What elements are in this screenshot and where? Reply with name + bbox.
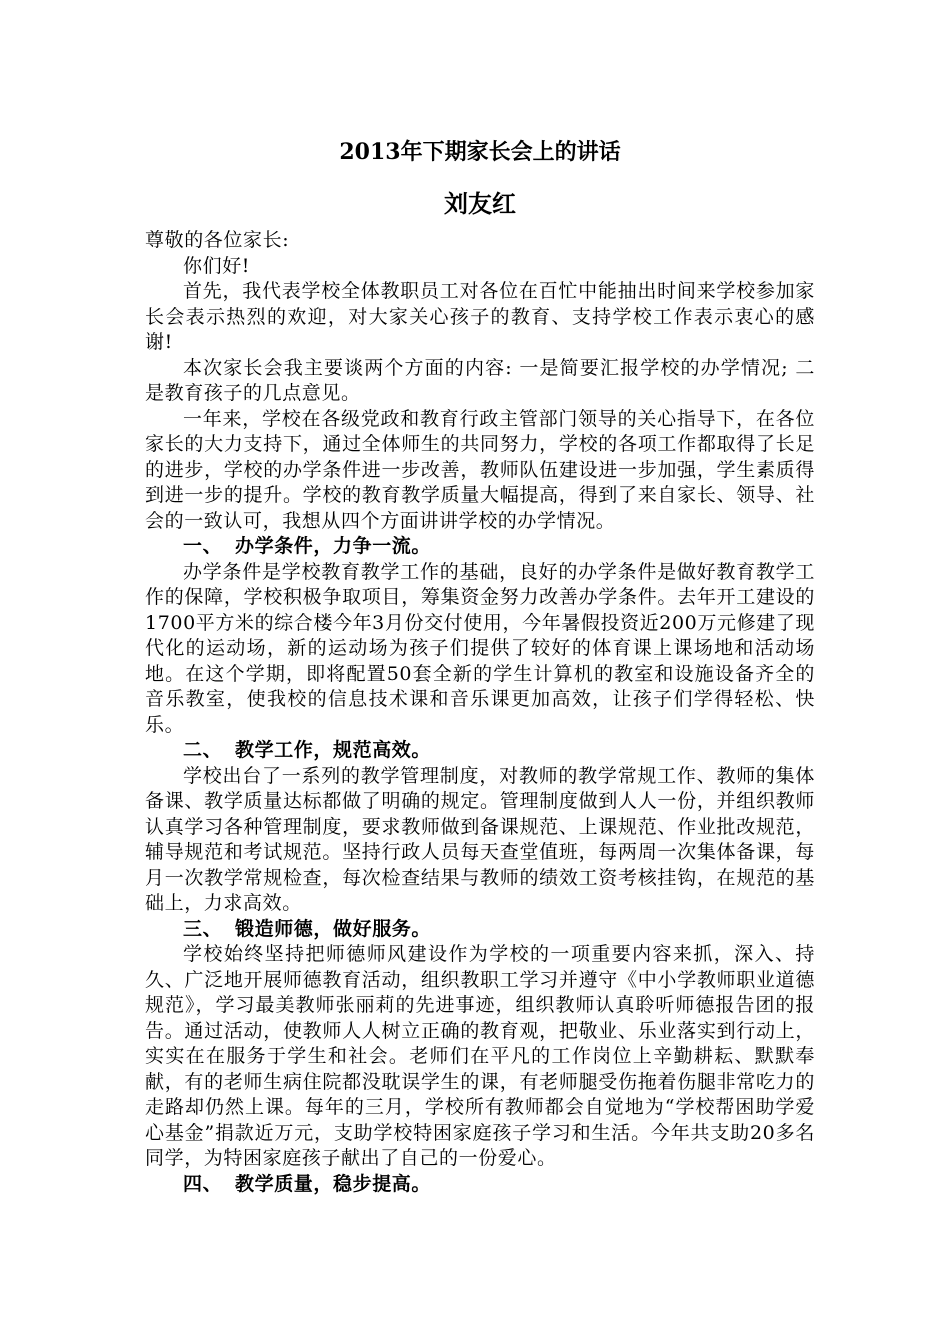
section-heading-3 — [145, 917, 815, 943]
author-name: 刘友红 — [444, 189, 516, 218]
paragraph: 本次家长会我主要谈两个方面的内容: 一是简要汇报学校的办学情况; 二是教育孩子的几点意见。 — [145, 356, 815, 404]
section-title: 办学条件，力争一流。 — [235, 535, 432, 557]
section-heading-4 — [145, 1172, 815, 1198]
paragraph: 办学条件是学校教育教学工作的基础，良好的办学条件是做好教育教学工作的保障，学校积极争取项目，筹集资金努力改善办学条件。去年开工建设的1700平方米的综合楼今年3月份交付使用，今年暑假投资近200万元修建了现代化的运动场，新的运动场为孩子们提供了较好的体育课上课场地和活动场地。在这个学期，即将配置50套全新的学生计算机的教室和设施设备齐全的音乐教室，使我校的信息技术课和音乐课更加高效，让孩子们学得轻松、快乐。 — [145, 560, 815, 736]
paragraph: 首先，我代表学校全体教职员工对各位在百忙中能抽出时间来学校参加家长会表示热烈的欢迎，对大家关心孩子的教育、支持学校工作表示衷心的感谢! — [145, 280, 815, 353]
section-number: 三、 — [183, 917, 223, 940]
section-number: 一、 — [183, 535, 223, 557]
greeting: 你们好! — [183, 254, 251, 277]
section-title: 锻造师德，做好服务。 — [235, 917, 432, 940]
section-title: 教学质量，稳步提高。 — [235, 1172, 432, 1195]
document-page — [145, 132, 815, 1197]
section-heading-1 — [145, 534, 815, 560]
section-heading-2 — [145, 738, 815, 764]
salutation: 尊敬的各位家长: — [145, 229, 290, 251]
document-body — [145, 228, 815, 1197]
paragraph: 学校出台了一系列的教学管理制度，对教师的教学常规工作、教师的集体备课、教学质量达标都做了明确的规定。管理制度做到人人一份，并组织教师认真学习各种管理制度，要求教师做到备课规范、上课规范、作业批改规范，辅导规范和考试规范。坚持行政人员每天查堂值班，每两周一次集体备课，每月一次教学常规检查，每次检查结果与教师的绩效工资考核挂钩，在规范的基础上，力求高效。 — [145, 764, 815, 914]
paragraph: 一年来，学校在各级党政和教育行政主管部门领导的关心指导下，在各位家长的大力支持下，通过全体师生的共同努力，学校的各项工作都取得了长足的进步，学校的办学条件进一步改善，教师队伍建设进一步加强，学生素质得到进一步的提升。学校的教育教学质量大幅提高，得到了来自家长、领导、社会的一致认可，我想从四个方面讲讲学校的办学情况。 — [145, 407, 815, 532]
section-title: 教学工作，规范高效。 — [235, 739, 432, 761]
paragraph: 学校始终坚持把师德师风建设作为学校的一项重要内容来抓，深入、持久、广泛地开展师德教育活动，组织教职工学习并遵守《中小学教师职业道德规范》，学习最美教师张丽莉的先进事迹，组织教师认真聆听师德报告团的报告。通过活动，使教师人人树立正确的教育观，把敬业、乐业落实到行动上，实实在在服务于学生和社会。老师们在平凡的工作岗位上辛勤耕耘、默默奉献，有的老师生病住院都没耽误学生的课，有老师腿受伤拖着伤腿非常吃力的走路却仍然上课。每年的三月，学校所有教师都会自觉地为“学校帮困助学爱心基金”捐款近万元，支助学校特困家庭孩子学习和生活。今年共支助20多名同学，为特困家庭孩子献出了自己的一份爱心。 — [145, 943, 815, 1169]
section-number: 四、 — [183, 1172, 223, 1195]
document-title: 2013年下期家长会上的讲话 — [339, 139, 621, 165]
section-number: 二、 — [183, 739, 223, 761]
